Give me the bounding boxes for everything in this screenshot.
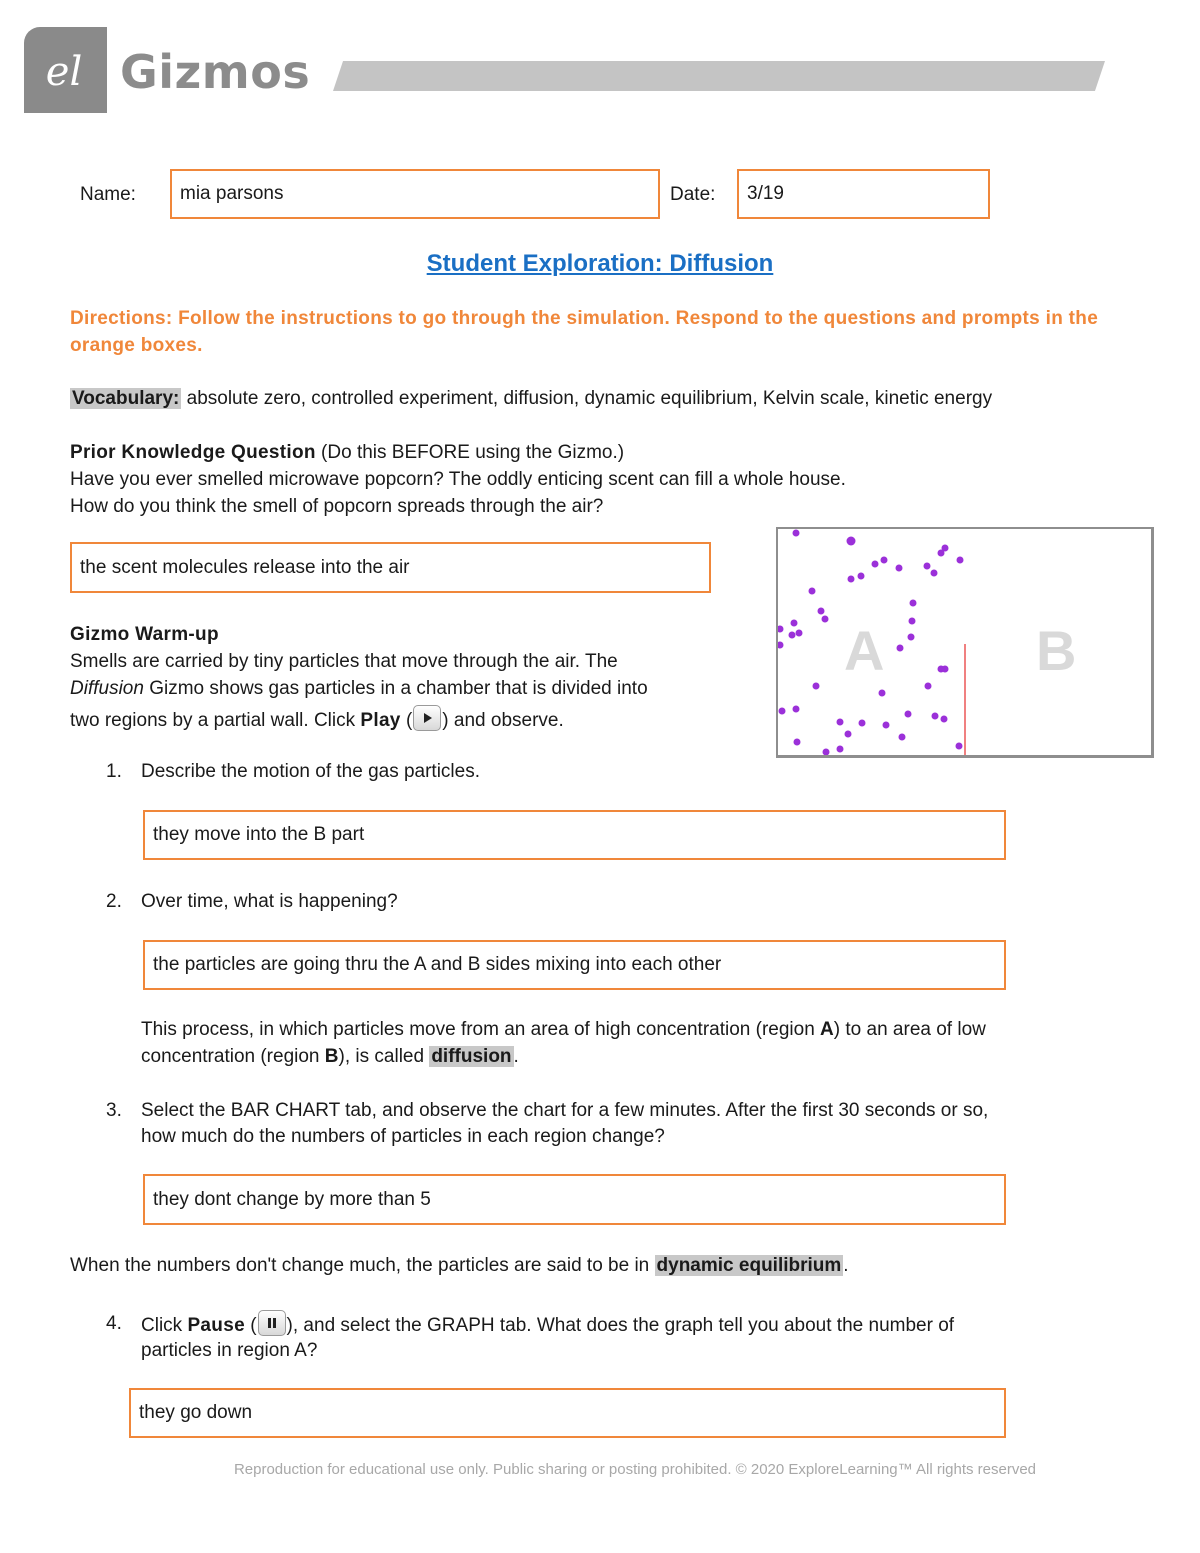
prior-line-1: Have you ever smelled microwave popcorn? The oddly enticing scent can fill a whole house. (70, 469, 846, 490)
particle (778, 642, 784, 649)
region-a-label: A (844, 619, 885, 682)
diffusion-paragraph-line-1 (141, 1016, 986, 1043)
particle (931, 570, 938, 577)
pause-icon (258, 1310, 286, 1336)
question-4-answer-box[interactable] (129, 1388, 1006, 1438)
particle (845, 731, 852, 738)
diffusion-line-2-start: concentration (region (141, 1046, 325, 1067)
particle (848, 576, 855, 583)
particle (837, 746, 844, 753)
date-value: 3/19 (747, 183, 784, 204)
gizmos-brand: Gizmos (120, 45, 311, 99)
question-4-text-line-1 (141, 1310, 954, 1339)
equilibrium-start: When the numbers don't change much, the particles are said to be in (70, 1255, 655, 1276)
particle (778, 626, 784, 633)
page-title: Student Exploration: Diffusion (426, 250, 774, 277)
header-banner-bar (333, 61, 1105, 91)
question-4-text-line-2: particles in region A? (141, 1340, 318, 1361)
explorelearning-logo (24, 27, 107, 113)
particle (859, 720, 866, 727)
particle (809, 588, 816, 595)
particle (881, 557, 888, 564)
particle (941, 716, 948, 723)
particle (938, 550, 945, 557)
dynamic-equilibrium-term: dynamic equilibrium (656, 1255, 842, 1276)
warmup-line-3 (70, 705, 564, 734)
particle (847, 537, 856, 546)
particle (899, 734, 906, 741)
name-value: mia parsons (180, 183, 284, 204)
particle (925, 683, 932, 690)
vocabulary-terms: absolute zero, controlled experiment, diffusion, dynamic equilibrium, Kelvin scale, kinetic energy (181, 388, 993, 409)
date-field[interactable] (737, 169, 990, 219)
play-icon (413, 705, 441, 731)
question-2-text: Over time, what is happening? (141, 891, 398, 912)
warmup-line-1: Smells are carried by tiny particles that move through the air. The (70, 651, 618, 672)
prior-answer: the scent molecules release into the air (80, 556, 410, 578)
particle (793, 706, 800, 713)
svg-text:el: el (45, 49, 83, 95)
particle (779, 708, 786, 715)
question-3-text-line-2: how much do the numbers of particles in each region change? (141, 1126, 665, 1147)
warmup-line-2-rest: Gizmo shows gas particles in a chamber that is divided into (143, 678, 648, 699)
particle (956, 743, 963, 750)
particle (822, 616, 829, 623)
region-b-bold: B (324, 1046, 339, 1067)
particle (896, 565, 903, 572)
prior-answer-box[interactable] (70, 542, 711, 593)
warmup-line-2 (70, 675, 648, 702)
equilibrium-paragraph (70, 1252, 849, 1279)
particle (883, 722, 890, 729)
prior-knowledge-heading (70, 439, 624, 466)
question-4-open: ( (244, 1315, 257, 1336)
particle (823, 749, 830, 756)
question-4-line-1-end: ), and select the GRAPH tab. What does the graph tell you about the number of (286, 1315, 955, 1336)
diffusion-line-1-start: This process, in which particles move from an area of high concentration (region (141, 1019, 821, 1040)
particle (909, 618, 916, 625)
question-1-number: 1. (106, 761, 122, 782)
particle (813, 683, 820, 690)
prior-heading-note: (Do this BEFORE using the Gizmo.) (315, 442, 625, 463)
particle (789, 632, 796, 639)
particle (932, 713, 939, 720)
question-2-answer: the particles are going thru the A and B sides mixing into each other (153, 954, 722, 975)
equilibrium-end: . (843, 1255, 849, 1276)
question-3-text-line-1: Select the BAR CHART tab, and observe the chart for a few minutes. After the first 30 seconds or so, (141, 1100, 989, 1121)
gizmo-name: Diffusion (70, 678, 144, 699)
particle (908, 634, 915, 641)
question-1-answer: they move into the B part (153, 824, 365, 845)
question-3-answer-box[interactable] (143, 1174, 1006, 1225)
particle (858, 573, 865, 580)
particle (791, 620, 798, 627)
question-2-number: 2. (106, 891, 122, 912)
warmup-line-3-start: two regions by a partial wall. Click (70, 710, 361, 731)
particle (837, 719, 844, 726)
particle (942, 666, 949, 673)
question-1-text: Describe the motion of the gas particles. (141, 761, 481, 782)
vocabulary-label: Vocabulary: (72, 388, 180, 409)
name-field[interactable] (170, 169, 660, 219)
particle (879, 690, 886, 697)
warmup-line-3-open: ( (400, 710, 413, 731)
particles-layer (778, 529, 1152, 755)
particle (924, 563, 931, 570)
vocabulary (70, 385, 1140, 412)
particle (794, 739, 801, 746)
footer-copyright: Reproduction for educational use only. Public sharing or posting prohibited. © 2020 ExploreLearning™ All rights reserved (233, 1461, 1037, 1478)
region-a-bold: A (820, 1019, 834, 1040)
diffusion-term: diffusion (431, 1046, 512, 1067)
particle (910, 600, 917, 607)
el-logo-icon (24, 27, 107, 113)
question-1-answer-box[interactable] (143, 810, 1006, 860)
play-word: Play (360, 710, 401, 731)
date-label: Date: (670, 184, 716, 205)
prior-heading-text: Prior Knowledge Question (70, 442, 316, 463)
question-3-answer: they dont change by more than 5 (153, 1188, 431, 1210)
particle (957, 557, 964, 564)
region-b-label: B (1036, 619, 1077, 682)
question-4-start: Click (141, 1315, 188, 1336)
prior-line-2: How do you think the smell of popcorn spreads through the air? (70, 496, 604, 517)
pause-word: Pause (187, 1315, 245, 1336)
diffusion-line-2-end: . (513, 1046, 519, 1067)
diffusion-line-2-mid: ), is called (338, 1046, 430, 1067)
question-2-answer-box[interactable] (143, 940, 1006, 990)
question-3-number: 3. (106, 1100, 122, 1121)
question-4-answer: they go down (139, 1402, 253, 1423)
question-4-number: 4. (106, 1313, 122, 1334)
diffusion-chamber-diagram (776, 527, 1154, 758)
particle (872, 561, 879, 568)
warmup-line-3-end: ) and observe. (442, 710, 564, 731)
particle (905, 711, 912, 718)
diffusion-paragraph-line-2 (141, 1043, 519, 1070)
directions: Directions: Follow the instructions to go through the simulation. Respond to the questions and prompts in the orange boxes. (70, 308, 1099, 356)
particle (897, 645, 904, 652)
particle (793, 530, 800, 537)
particle (818, 608, 825, 615)
warmup-heading: Gizmo Warm-up (70, 624, 219, 645)
particle (796, 630, 803, 637)
name-label: Name: (80, 184, 136, 205)
diffusion-line-1-end: ) to an area of low (833, 1019, 986, 1040)
